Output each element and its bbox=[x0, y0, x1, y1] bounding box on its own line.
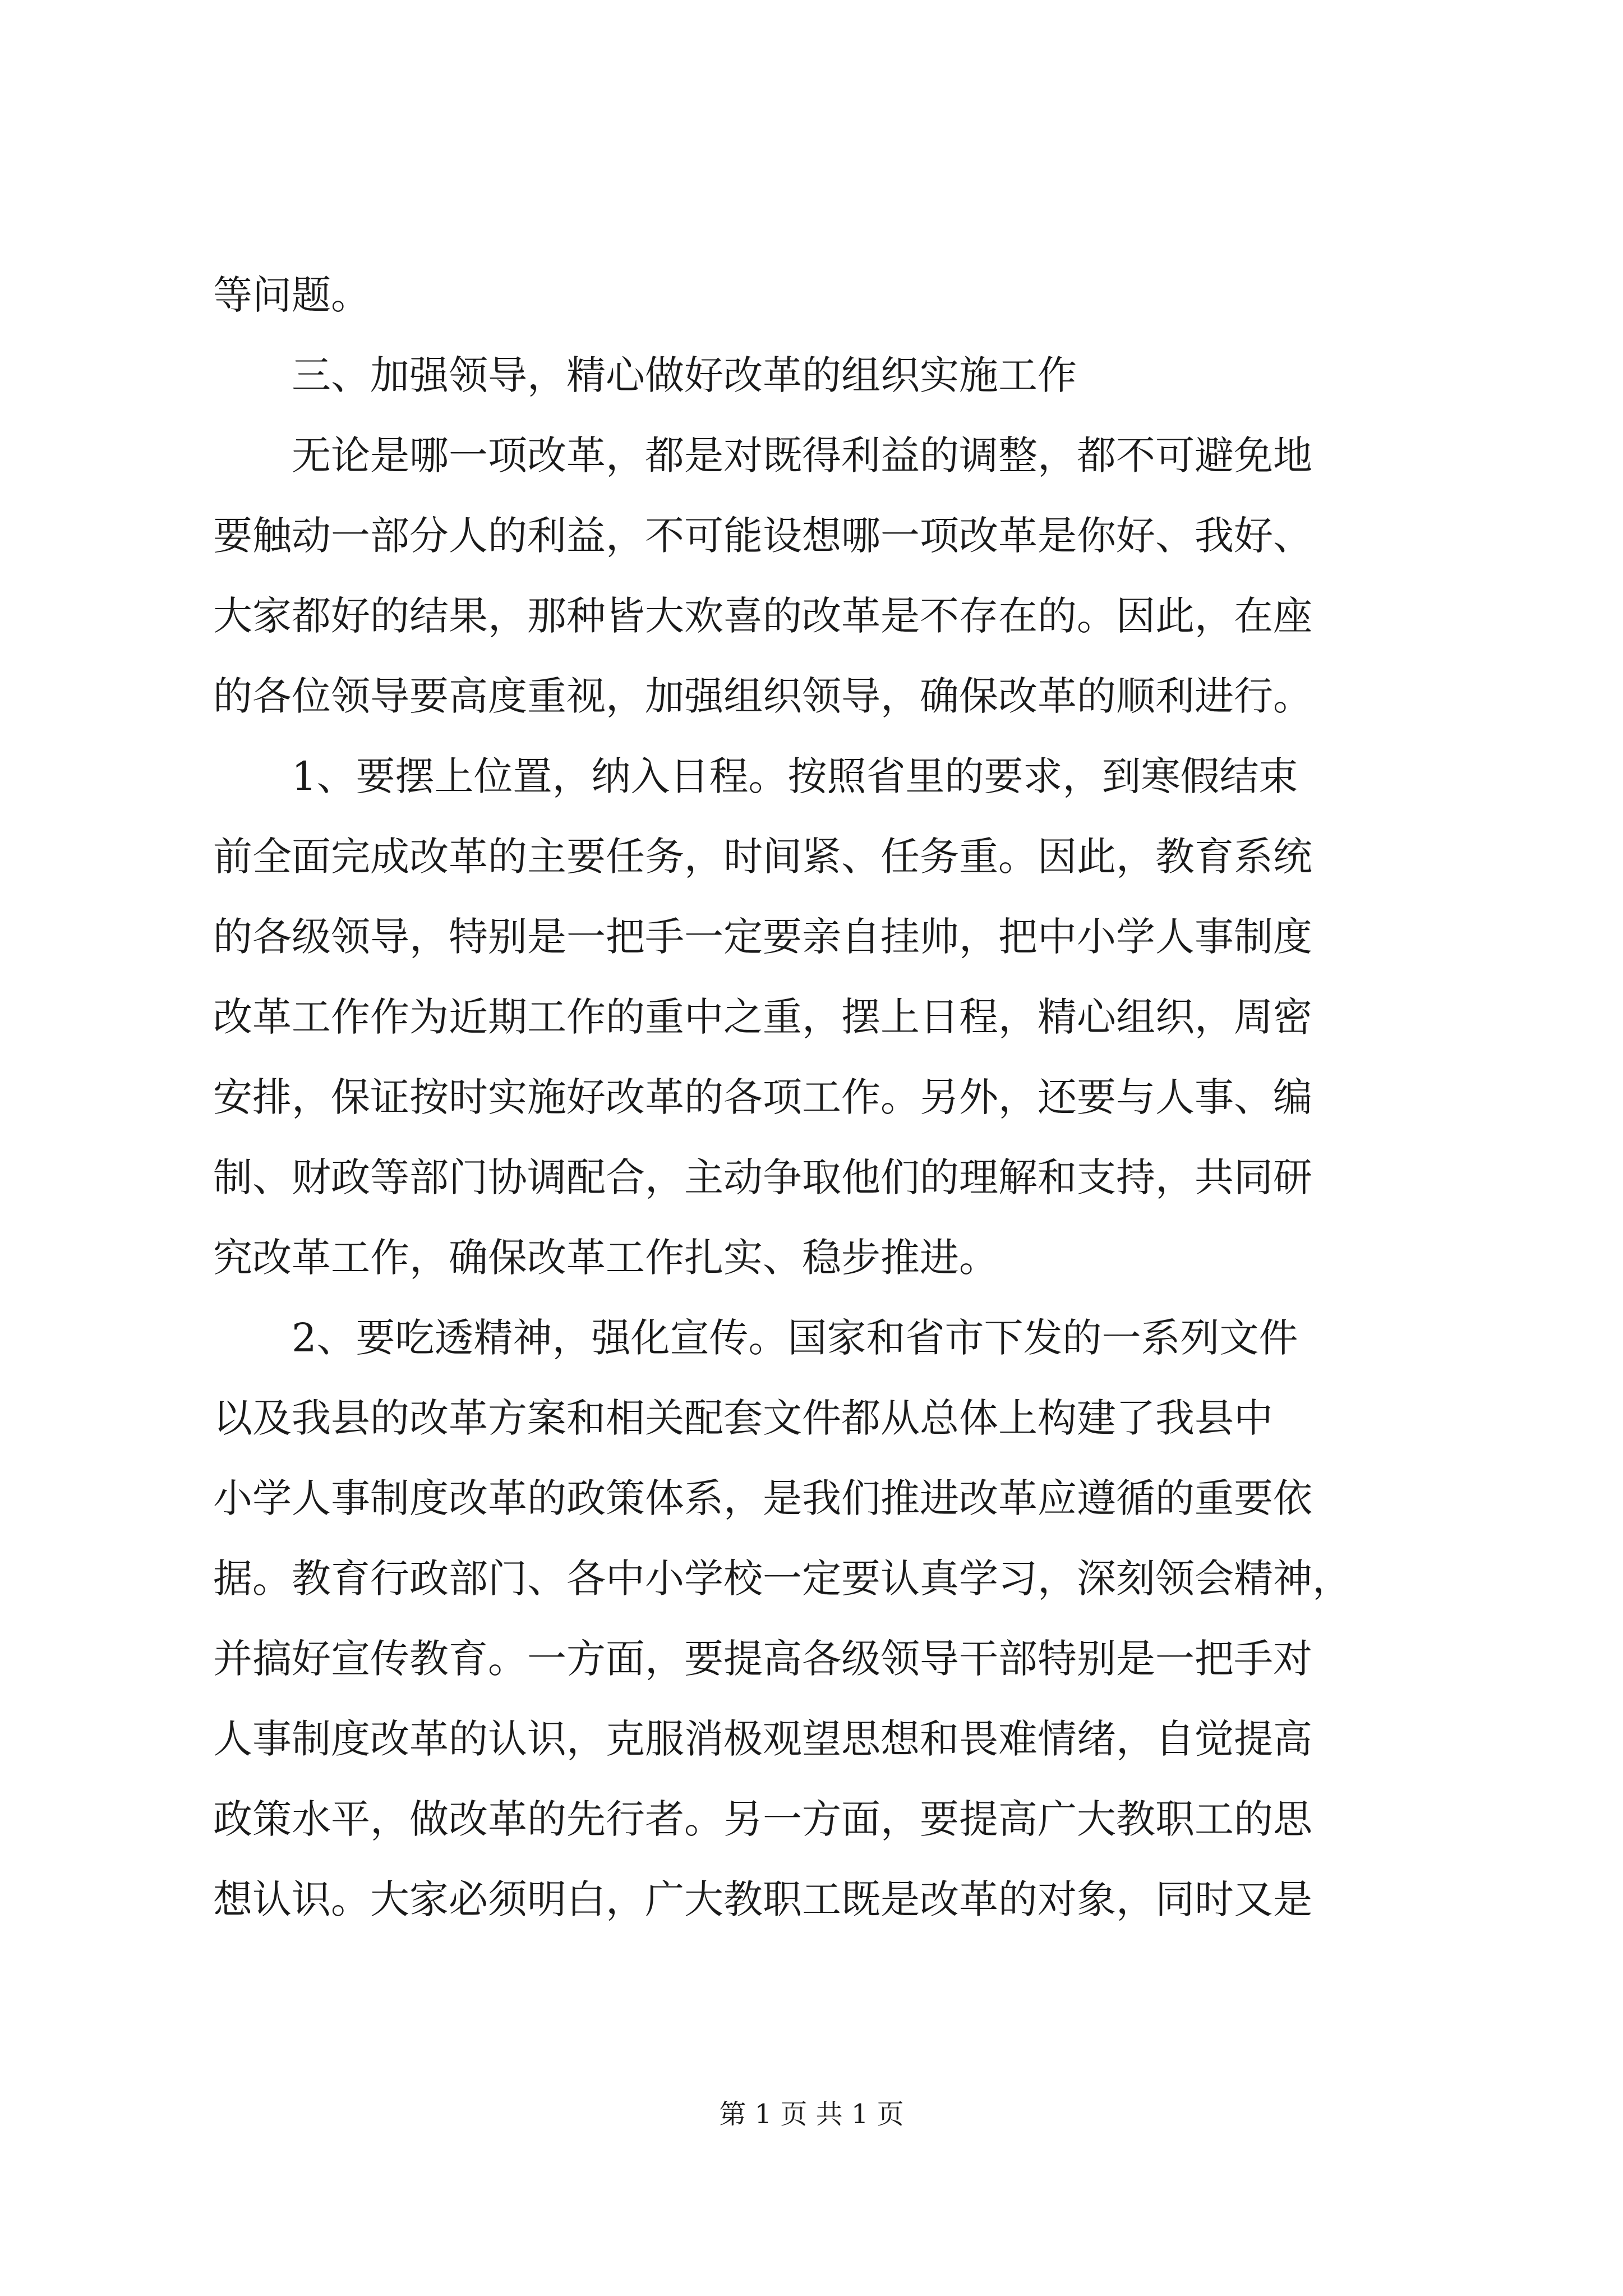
text-line: 据。教育行政部门、各中小学校一定要认真学习，深刻领会精神， bbox=[213, 1556, 1352, 1602]
text-line: 的各级领导，特别是一把手一定要亲自挂帅，把中小学人事制度 bbox=[213, 914, 1312, 960]
text-line: 2、要吃透精神，强化宣传。国家和省市下发的一系列文件 bbox=[292, 1315, 1298, 1361]
section-heading: 三、加强领导，精心做好改革的组织实施工作 bbox=[292, 352, 1077, 398]
text-line: 究改革工作，确保改革工作扎实、稳步推进。 bbox=[213, 1235, 998, 1281]
page-number-label: 第 1 页 共 1 页 bbox=[719, 2099, 904, 2130]
text-line: 要触动一部分人的利益，不可能设想哪一项改革是你好、我好、 bbox=[213, 513, 1312, 559]
text-line: 的各位领导要高度重视，加强组织领导，确保改革的顺利进行。 bbox=[213, 673, 1312, 719]
text-line: 制、财政等部门协调配合，主动争取他们的理解和支持，共同研 bbox=[213, 1154, 1312, 1200]
text-line: 大家都好的结果，那种皆大欢喜的改革是不存在的。因此，在座 bbox=[213, 593, 1312, 639]
page-footer bbox=[0, 2092, 1623, 2131]
text-line: 等问题。 bbox=[213, 272, 370, 318]
text-line: 无论是哪一项改革，都是对既得利益的调整，都不可避免地 bbox=[292, 432, 1312, 478]
text-line: 人事制度改革的认识，克服消极观望思想和畏难情绪，自觉提高 bbox=[213, 1716, 1312, 1762]
text-line: 前全面完成改革的主要任务，时间紧、任务重。因此，教育系统 bbox=[213, 834, 1312, 880]
document-body bbox=[213, 255, 1424, 1940]
text-line: 1、要摆上位置，纳入日程。按照省里的要求，到寒假结束 bbox=[292, 753, 1298, 799]
text-line: 政策水平，做改革的先行者。另一方面，要提高广大教职工的思 bbox=[213, 1796, 1312, 1842]
text-line: 改革工作作为近期工作的重中之重，摆上日程，精心组织，周密 bbox=[213, 994, 1312, 1040]
text-line: 以及我县的改革方案和相关配套文件都从总体上构建了我县中 bbox=[213, 1395, 1273, 1441]
text-line: 想认识。大家必须明白，广大教职工既是改革的对象，同时又是 bbox=[213, 1876, 1312, 1922]
text-line: 小学人事制度改革的政策体系，是我们推进改革应遵循的重要依 bbox=[213, 1475, 1312, 1521]
text-line: 并搞好宣传教育。一方面，要提高各级领导干部特别是一把手对 bbox=[213, 1636, 1312, 1682]
text-line: 安排，保证按时实施好改革的各项工作。另外，还要与人事、编 bbox=[213, 1074, 1312, 1120]
